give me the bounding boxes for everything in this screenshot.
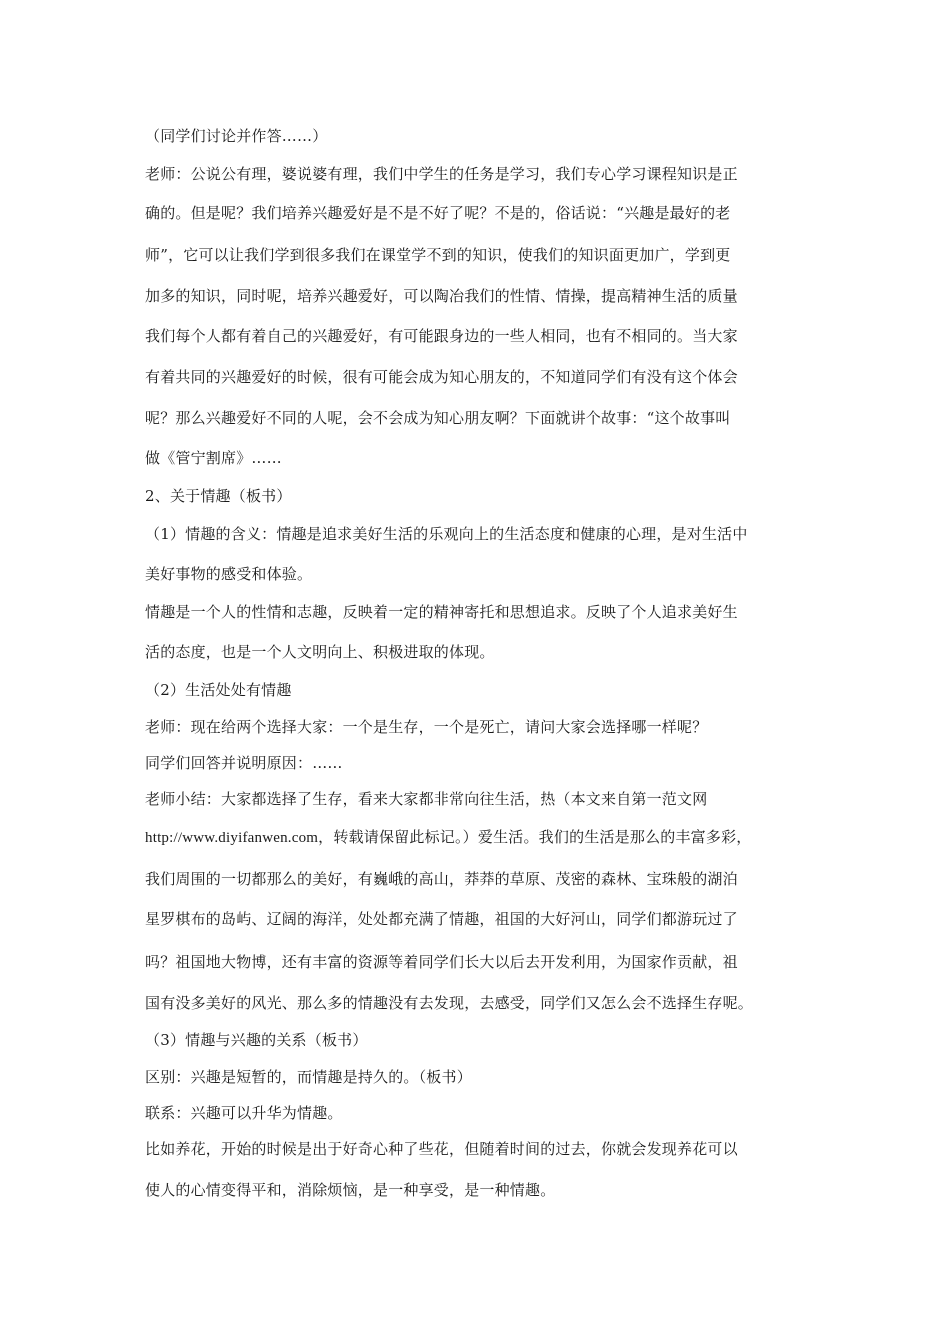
text-line: 国有没多美好的风光、那么多的情趣没有去发现，去感受，同学们又怎么会不选择生存呢。	[145, 994, 754, 1012]
text-line: 活的态度，也是一个人文明向上、积极进取的体现。	[145, 643, 495, 661]
text-line: 老师：公说公有理，婆说婆有理，我们中学生的任务是学习，我们专心学习课程知识是正	[145, 165, 738, 183]
text-line: 使人的心情变得平和，消除烦恼，是一种享受，是一种情趣。	[145, 1181, 556, 1199]
text-line: 区别：兴趣是短暂的，而情趣是持久的。（板书）	[145, 1068, 472, 1086]
text-line: 联系：兴趣可以升华为情趣。	[145, 1104, 343, 1122]
text-line: 比如养花，开始的时候是出于好奇心种了些花，但随着时间的过去，你就会发现养花可以	[145, 1140, 738, 1158]
text-line: 我们周围的一切都那么的美好，有巍峨的高山，莽莽的草原、茂密的森林、宝珠般的湖泊	[145, 870, 738, 888]
text-line: （1）情趣的含义：情趣是追求美好生活的乐观向上的生活态度和健康的心理，是对生活中	[145, 525, 748, 543]
text-line: http://www.diyifanwen.com，转载请保留此标记。）爱生活。我们的生活是那么的丰富多彩，	[145, 830, 752, 846]
text-line: 星罗棋布的岛屿、辽阔的海洋，处处都充满了情趣，祖国的大好河山，同学们都游玩过了	[145, 910, 738, 928]
text-line: 吗？祖国地大物博，还有丰富的资源等着同学们长大以后去开发利用，为国家作贡献，祖	[145, 953, 738, 971]
text-line: 做《管宁割席》……	[145, 449, 282, 467]
text-line: （同学们讨论并作答……）	[145, 127, 328, 145]
document-page	[145, 0, 815, 1344]
section-heading: 2、关于情趣（板书）	[145, 487, 292, 505]
text-line: 美好事物的感受和体验。	[145, 565, 313, 583]
text-line: 有着共同的兴趣爱好的时候，很有可能会成为知心朋友的，不知道同学们有没有这个体会	[145, 368, 738, 386]
text-line: 同学们回答并说明原因：……	[145, 754, 343, 772]
text-line: 老师：现在给两个选择大家：一个是生存，一个是死亡，请问大家会选择哪一样呢？	[145, 718, 708, 736]
subsection-heading: （3）情趣与兴趣的关系（板书）	[145, 1031, 368, 1049]
text-line: 情趣是一个人的性情和志趣，反映着一定的精神寄托和思想追求。反映了个人追求美好生	[145, 603, 738, 621]
text-line: 加多的知识，同时呢，培养兴趣爱好，可以陶冶我们的性情、情操，提高精神生活的质量	[145, 287, 738, 305]
text-line: 呢？那么兴趣爱好不同的人呢，会不会成为知心朋友啊？下面就讲个故事：“这个故事叫	[145, 409, 731, 427]
text-line: 师”，它可以让我们学到很多我们在课堂学不到的知识，使我们的知识面更加广，学到更	[145, 246, 731, 264]
text-line: 我们每个人都有着自己的兴趣爱好，有可能跟身边的一些人相同，也有不相同的。当大家	[145, 327, 738, 345]
text-line: 确的。但是呢？我们培养兴趣爱好是不是不好了呢？不是的，俗话说：“兴趣是最好的老	[145, 204, 731, 222]
text-line: 老师小结：大家都选择了生存，看来大家都非常向往生活，热（本文来自第一范文网	[145, 790, 708, 808]
subsection-heading: （2）生活处处有情趣	[145, 681, 292, 699]
